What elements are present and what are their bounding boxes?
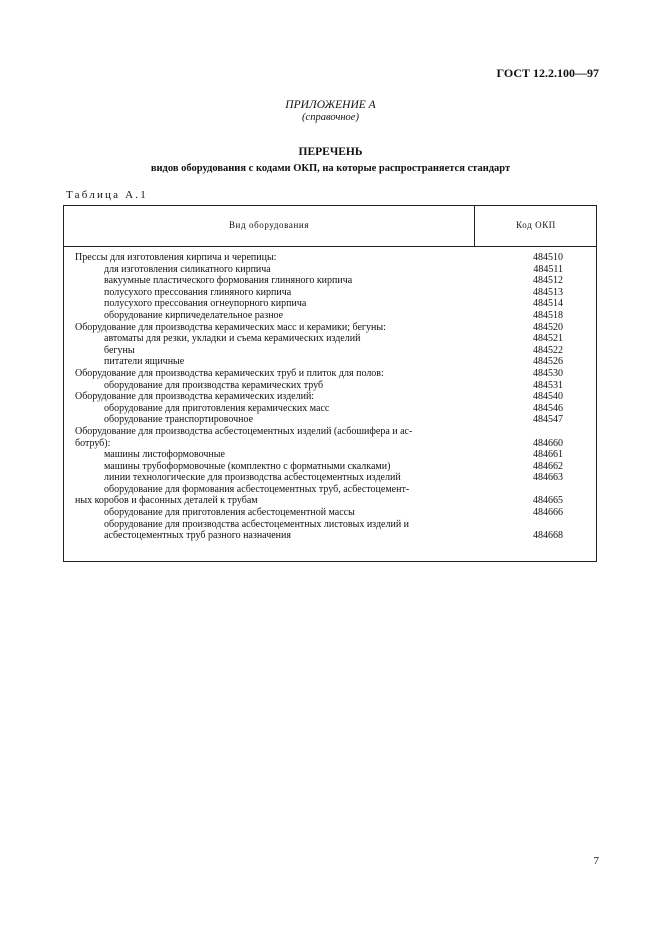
okp-code: 484660 bbox=[533, 437, 563, 449]
table-row bbox=[64, 322, 596, 334]
okp-code: 484521 bbox=[533, 333, 563, 345]
table-row bbox=[64, 414, 596, 426]
okp-code: 484522 bbox=[533, 344, 563, 356]
table-row bbox=[64, 298, 596, 310]
table-row bbox=[64, 252, 596, 264]
equipment-name: питатели ящичные bbox=[104, 356, 185, 368]
equipment-name: оборудование транспортировочное bbox=[104, 414, 254, 426]
okp-code: 484520 bbox=[533, 321, 563, 333]
okp-code: 484512 bbox=[533, 275, 563, 287]
okp-code: 484526 bbox=[533, 356, 563, 368]
list-title: ПЕРЕЧЕНЬ bbox=[298, 146, 363, 158]
okp-code: 484666 bbox=[533, 507, 563, 519]
appendix-subtitle: (справочное) bbox=[302, 112, 359, 123]
equipment-name: вакуумные пластического формования глиняного кирпича bbox=[104, 275, 353, 287]
okp-code: 484547 bbox=[533, 414, 563, 426]
okp-code: 484510 bbox=[533, 252, 563, 263]
table-row bbox=[64, 310, 596, 322]
table-row bbox=[64, 461, 596, 473]
equipment-name: для изготовления силикатного кирпича bbox=[104, 263, 271, 275]
table-row bbox=[64, 403, 596, 415]
table-row bbox=[64, 519, 596, 531]
equipment-name: ных коробов и фасонных деталей к трубам bbox=[75, 495, 258, 507]
okp-code: 484663 bbox=[533, 472, 563, 484]
equipment-name: Оборудование для производства асбестоцементных изделий (асбошифера и ас- bbox=[75, 425, 413, 437]
equipment-name: оборудование для приготовления керамических масс bbox=[104, 402, 330, 414]
okp-code: 484531 bbox=[533, 379, 563, 391]
equipment-name: машины листоформовочные bbox=[104, 449, 225, 461]
equipment-name: асбестоцементных труб разного назначения bbox=[104, 530, 291, 542]
okp-code: 484668 bbox=[533, 530, 563, 542]
list-subtitle: видов оборудования с кодами ОКП, на которые распространяется стандарт bbox=[150, 163, 511, 174]
table-row bbox=[64, 449, 596, 461]
okp-code: 484518 bbox=[533, 309, 563, 321]
document-code: ГОСТ 12.2.100—97 bbox=[496, 66, 599, 80]
equipment-name: оборудование для формования асбестоцементных труб, асбестоцемент- bbox=[104, 483, 410, 495]
equipment-name: бегуны bbox=[104, 344, 135, 356]
equipment-name: Оборудование для производства керамических изделий: bbox=[75, 391, 315, 403]
equipment-name: полусухого прессования глиняного кирпича bbox=[104, 286, 292, 298]
table-row bbox=[64, 275, 596, 287]
equipment-name: ботруб): bbox=[75, 437, 111, 449]
page-number: 7 bbox=[593, 855, 599, 867]
table-row bbox=[64, 391, 596, 403]
column-header-code: Код ОКП bbox=[516, 220, 556, 230]
okp-code: 484530 bbox=[533, 367, 563, 379]
okp-code: 484662 bbox=[533, 460, 563, 472]
okp-code: 484546 bbox=[533, 402, 563, 414]
equipment-name: оборудование кирпичеделательное разное bbox=[104, 309, 284, 321]
equipment-name: оборудование для производства керамических труб bbox=[104, 379, 324, 391]
okp-code: 484514 bbox=[533, 298, 563, 310]
table-caption: Таблица А.1 bbox=[66, 189, 148, 201]
equipment-name: оборудование для производства асбестоцементных листовых изделий и bbox=[104, 518, 410, 530]
table-row bbox=[64, 345, 596, 357]
equipment-name: линии технологические для производства асбестоцементных изделий bbox=[104, 472, 401, 484]
equipment-name: полусухого прессования огнеупорного кирпича bbox=[104, 298, 307, 310]
equipment-table bbox=[63, 205, 597, 562]
table-row bbox=[64, 472, 596, 484]
table-row bbox=[64, 333, 596, 345]
table-body bbox=[64, 252, 596, 542]
table-row bbox=[64, 356, 596, 368]
okp-code: 484511 bbox=[533, 263, 563, 275]
equipment-name: оборудование для приготовления асбестоцементной массы bbox=[104, 507, 355, 519]
equipment-name: Прессы для изготовления кирпича и черепицы: bbox=[75, 252, 277, 263]
equipment-name: автоматы для резки, укладки и съема керамических изделий bbox=[104, 333, 361, 345]
equipment-name: Оборудование для производства керамических масс и керамики; бегуны: bbox=[75, 321, 386, 333]
table-row bbox=[64, 287, 596, 299]
okp-code: 484540 bbox=[533, 391, 563, 403]
appendix-title: ПРИЛОЖЕНИЕ А bbox=[285, 99, 376, 111]
table-row bbox=[64, 264, 596, 276]
table-row bbox=[64, 438, 596, 450]
equipment-name: Оборудование для производства керамических труб и плиток для полов: bbox=[75, 367, 384, 379]
okp-code: 484665 bbox=[533, 495, 563, 507]
table-row bbox=[64, 426, 596, 438]
okp-code: 484513 bbox=[533, 286, 563, 298]
table-row bbox=[64, 380, 596, 392]
table-row bbox=[64, 530, 596, 542]
equipment-name: машины трубоформовочные (комплектно с форматными скалками) bbox=[104, 460, 391, 472]
header-bottom-rule bbox=[64, 246, 596, 247]
table-row bbox=[64, 495, 596, 507]
column-header-equipment: Вид оборудования bbox=[228, 220, 310, 230]
table-row bbox=[64, 507, 596, 519]
table-row bbox=[64, 368, 596, 380]
table-row bbox=[64, 484, 596, 496]
okp-code: 484661 bbox=[533, 449, 563, 461]
